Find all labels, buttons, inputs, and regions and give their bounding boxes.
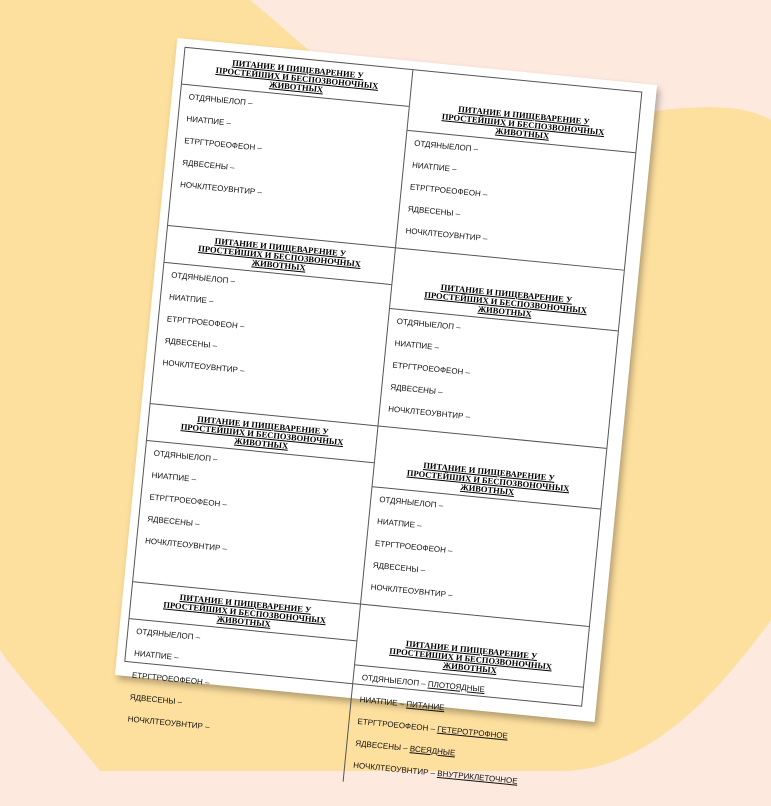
card-title: ПИТАНИЕ И ПИЩЕВАРЕНИЕ У ПРОСТЕЙШИХ И БЕСПОЗВОНОЧНЫХ ЖИВОТНЫХ <box>355 634 586 687</box>
anagram-word: НОЧКЛТЕОУВНТИР <box>370 582 447 599</box>
dash-separator: – <box>397 698 407 709</box>
dash-separator: – <box>400 743 411 754</box>
dash-separator: – <box>254 143 263 153</box>
anagram-word: НОЧКЛТЕОУВНТИР <box>405 226 482 243</box>
anagram-word: ЯДВЕСЕНЫ <box>354 738 402 753</box>
worksheet-card <box>133 404 378 604</box>
dash-separator: – <box>254 187 263 197</box>
dash-separator: – <box>418 678 429 689</box>
card-rows <box>180 85 401 210</box>
card-title: ПИТАНИЕ И ПИЩЕВАРЕНИЕ У ПРОСТЕЙШИХ И БЕСПОЗВОНОЧНЫХ ЖИВОТНЫХ <box>129 588 359 641</box>
dash-separator: – <box>202 721 210 732</box>
worksheet-page <box>115 38 657 786</box>
dash-separator: – <box>445 589 453 600</box>
dash-separator: – <box>480 189 488 199</box>
answer-text: ВСЕЯДНЫЕ <box>409 744 456 758</box>
anagram-word: НОЧКЛТЕОУВНТИР <box>352 760 429 777</box>
anagram-word: ЕТРГТРОЕОФЕОН <box>357 716 429 733</box>
dash-separator: – <box>436 500 444 511</box>
worksheet-card <box>396 70 641 270</box>
dash-separator: – <box>452 208 461 219</box>
card-title: ПИТАНИЕ И ПИЩЕВАРЕНИЕ У ПРОСТЕЙШИХ И БЕСПОЗВОНОЧНЫХ ЖИВОТНЫХ <box>182 54 412 107</box>
dash-separator: – <box>193 632 201 643</box>
card-title: ПИТАНИЕ И ПИЩЕВАРЕНИЕ У ПРОСТЕЙШИХ И БЕСПОЗВОНОЧНЫХ ЖИВОТНЫХ <box>164 232 394 285</box>
dash-separator: – <box>480 233 488 244</box>
worksheet-card <box>151 226 396 426</box>
dash-separator: – <box>202 677 210 688</box>
anagram-word: ОТДЯНЫЕЛОП <box>170 270 229 286</box>
card-rows <box>162 264 383 389</box>
dash-separator: – <box>445 545 453 556</box>
dash-separator: – <box>418 565 426 575</box>
dash-separator: – <box>175 697 183 707</box>
worksheet-card <box>378 248 623 448</box>
card-rows <box>145 442 366 567</box>
dash-separator: – <box>435 386 444 397</box>
dash-separator: – <box>427 723 438 734</box>
card-grid <box>124 47 642 786</box>
anagram-word: ЕТРГТРОЕОФЕОН <box>374 538 447 555</box>
anagram-word: ЯДВЕСЕНЫ <box>372 560 419 575</box>
anagram-word: ОТДЯНЫЕЛОП <box>396 316 455 332</box>
card-title: ПИТАНИЕ И ПИЩЕВАРЕНИЕ У ПРОСТЕЙШИХ И БЕСПОЗВОНОЧНЫХ ЖИВОТНЫХ <box>147 410 377 463</box>
dash-separator: – <box>414 520 423 531</box>
dash-separator: – <box>245 98 253 108</box>
dash-separator: – <box>237 365 245 376</box>
anagram-word: ЯДВЕСЕНЫ <box>164 336 211 350</box>
dash-separator: – <box>427 768 438 778</box>
anagram-word: НОЧКЛТЕОУВНТИР <box>179 179 256 197</box>
anagram-word: ЕТРГТРОЕОФЕОН <box>131 670 204 687</box>
anagram-word: НОЧКЛТЕОУВНТИР <box>387 404 464 421</box>
dash-separator: – <box>237 321 245 331</box>
anagram-word: ОТДЯНЫЕЛОП <box>378 494 437 510</box>
anagram-word: НОЧКЛТЕОУВНТИР <box>162 358 239 375</box>
anagram-word: НОЧКЛТЕОУВНТИР <box>144 536 221 553</box>
dash-separator: – <box>449 164 457 174</box>
dash-separator: – <box>453 322 462 333</box>
anagram-word: ЕТРГТРОЕОФЕОН <box>409 182 482 199</box>
dash-separator: – <box>462 367 471 378</box>
dash-separator: – <box>188 474 197 484</box>
anagram-word: НИАТПИЕ <box>359 694 398 708</box>
anagram-word: ОТДЯНЫЕЛОП <box>361 673 420 688</box>
anagram-word: НИАТПИЕ <box>411 160 451 174</box>
anagram-word: ЯДВЕСЕНЫ <box>129 692 176 706</box>
dash-separator: – <box>192 518 201 529</box>
answer-text: ВНУТРИКЛЕТОЧНОЕ <box>436 768 518 786</box>
card-rows <box>370 488 592 613</box>
anagram-word: НИАТПИЕ <box>168 292 208 306</box>
anagram-word: НОЧКЛТЕОУВНТИР <box>127 714 204 731</box>
anagram-word: НИАТПИЕ <box>133 648 173 662</box>
dash-separator: – <box>227 276 236 286</box>
card-title: ПИТАНИЕ И ПИЩЕВАРЕНИЕ У ПРОСТЕЙШИХ И БЕСПОЗВОНОЧНЫХ ЖИВОТНЫХ <box>390 278 621 331</box>
answer-text: ПЛОТОЯДНЫЕ <box>427 679 486 695</box>
dash-separator: – <box>219 499 228 510</box>
anagram-word: ОТДЯНЫЕЛОП <box>413 138 472 154</box>
worksheet-card <box>116 582 361 781</box>
dash-separator: – <box>171 652 180 663</box>
card-rows <box>405 132 627 257</box>
anagram-word: ОТДЯНЫЕЛОП <box>135 626 194 642</box>
anagram-word: ОТДЯНЫЕЛОП <box>153 448 212 464</box>
dash-separator: – <box>223 118 232 128</box>
card-rows <box>127 620 348 745</box>
dash-separator: – <box>462 411 471 422</box>
anagram-word: НИАТПИЕ <box>186 114 225 127</box>
dash-separator: – <box>210 454 219 464</box>
card-rows <box>388 310 610 435</box>
anagram-word: НИАТПИЕ <box>376 516 416 530</box>
worksheet-card <box>344 605 589 804</box>
answer-text: ГЕТЕРОТРОФНОЕ <box>436 724 509 741</box>
worksheet-card <box>361 426 606 626</box>
anagram-word: ЯДВЕСЕНЫ <box>407 204 454 218</box>
card-rows <box>353 666 575 791</box>
worksheet-card <box>168 48 413 248</box>
anagram-word: НИАТПИЕ <box>151 470 190 484</box>
dash-separator: – <box>431 342 440 353</box>
anagram-word: ОТДЯНЫЕЛОП <box>188 92 247 107</box>
dash-separator: – <box>471 144 479 154</box>
anagram-word: ЕТРГТРОЕОФЕОН <box>183 136 256 153</box>
dash-separator: – <box>209 340 218 351</box>
anagram-word: НИАТПИЕ <box>394 338 433 352</box>
anagram-word: ЕТРГТРОЕОФЕОН <box>166 314 239 331</box>
anagram-word: ЯДВЕСЕНЫ <box>389 382 437 396</box>
answer-text: ПИТАНИЕ <box>405 699 445 713</box>
anagram-word: ЯДВЕСЕНЫ <box>146 514 194 528</box>
anagram-word: ЕТРГТРОЕОФЕОН <box>392 360 464 377</box>
anagram-word: ЯДВЕСЕНЫ <box>181 158 229 172</box>
dash-separator: – <box>219 543 228 554</box>
dash-separator: – <box>206 296 214 306</box>
card-title: ПИТАНИЕ И ПИЩЕВАРЕНИЕ У ПРОСТЕЙШИХ И БЕСПОЗВОНОЧНЫХ ЖИВОТНЫХ <box>407 100 638 153</box>
card-title: ПИТАНИЕ И ПИЩЕВАРЕНИЕ У ПРОСТЕЙШИХ И БЕСПОЗВОНОЧНЫХ ЖИВОТНЫХ <box>372 456 603 509</box>
anagram-word: ЕТРГТРОЕОФЕОН <box>149 492 221 509</box>
dash-separator: – <box>227 162 235 173</box>
